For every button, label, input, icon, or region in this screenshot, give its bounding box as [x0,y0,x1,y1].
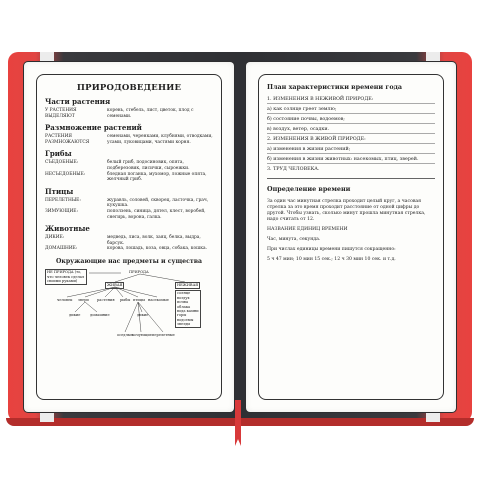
left-page-frame [36,74,222,400]
diagram-node: птицы [133,297,145,302]
section-row [45,172,213,183]
plan-item: 3. ТРУД ЧЕЛОВЕКА. [267,167,320,172]
diagram-node: рыбы [120,297,131,302]
row-text: корень, стебель, лист, цветок, плод с семенами. [107,108,194,119]
section-row [45,209,213,220]
section-birds [45,187,213,220]
left-page-title: ПРИРОДОВЕДЕНИЕ [76,83,182,93]
time-paragraph: За один час минутная стрелка проходит целый круг, а часовая стрелка за это время проходит расстояние от одной цифры до другой. Чтобы узнать, сколько минут прошла минутная стрелка, надо считать от 12. [267,199,426,222]
row-label: ДОМАШНИЕ: [45,246,78,252]
section-row [45,235,213,246]
plan-item: в) воздух, ветер, осадки. [267,127,435,134]
diagram-node: растения [97,297,115,302]
plan-item: а) изменения в жизни растений; [267,147,435,154]
section-row [45,198,213,209]
abbr-example: 5 ч 47 мин; 10 мин 15 сек.; 12 ч 30 мин 10 сек. и т.д. [267,257,396,262]
diagram-root: ПРИРОДА [129,269,149,274]
row-label: У РАСТЕНИЯ ВЫДЕЛЯЮТ [45,108,77,119]
plan-item: 1. ИЗМЕНЕНИЯ В НЕЖИВОЙ ПРИРОДЕ: [267,97,435,104]
diagram-living: ЖИВАЯ [107,283,123,288]
nature-diagram [45,267,213,349]
section-animals [45,224,213,252]
plan-item: а) как солнце греет землю; [267,107,435,114]
diagram-node: человек [57,297,73,302]
section-row [45,160,213,171]
section-heading: Животные [45,224,90,234]
section-heading: Грибы [45,149,72,159]
section-plant-reproduction [45,123,213,145]
row-label: СЪЕДОБНЫЕ: [45,160,79,166]
right-page [246,62,456,412]
time-title: Определение времени [267,185,351,193]
divider [267,178,435,179]
plan-item: б) изменения в жизни животных: насекомых, птиц, зверей. [267,157,435,164]
row-text: медведь, лиса, волк, заяц, белка, выдра, барсук. [107,235,201,246]
section-heading: Птицы [45,186,74,196]
row-label: НЕСЪЕДОБНЫЕ: [45,171,86,177]
diagram-nonliving-list: солнце воздух почва облака вода камни горы водоемы звезды [175,290,201,328]
row-text: журавль, соловей, скворец, ласточка, грач, кукушка. [107,197,209,209]
right-page-title: План характеристики времени года [267,83,402,91]
row-text: семенами, черенками, клубнями, отводками, усами, луковицами, частями корня. [107,134,213,145]
diagram-node: домашние [90,312,110,317]
row-label: РАСТЕНИЯ РАЗМНОЖАЮТСЯ [45,134,90,145]
row-label: ЗИМУЮЩИЕ: [45,208,78,214]
section-row [45,134,213,145]
section-row [45,246,213,252]
diagram-node: дикие [69,312,81,317]
section-row [45,108,213,119]
section-mushrooms [45,149,213,182]
units-text: Час, минута, секунда. [267,237,321,242]
section-heading: Части растения [45,97,111,106]
diagram-node: звери [78,297,89,302]
diagram-node: перелетные [152,332,175,337]
plan-item: б) состояние почвы, водоемов; [267,117,435,124]
diagram-node: оседлые [117,332,133,337]
row-label: ПЕРЕЛЕТНЫЕ: [45,197,81,203]
section-heading: Размножение растений [45,123,142,133]
row-text: корова, лошадь, коза, овца, собака, кошка. [107,246,208,252]
abbr-text: При числах единицы времени пишутся сокращенно: [267,247,396,252]
left-page [24,62,234,412]
row-text: белый гриб, подосиновик, опята, подберезовик, лисички, сыроежки. [107,160,190,171]
diagram-node: насекомые [148,297,169,302]
units-heading: НАЗВАНИЕ ЕДИНИЦ ВРЕМЕНИ [267,227,348,232]
diagram-nonliving: НЕЖИВАЯ [177,283,199,288]
bookmark-ribbon[interactable] [235,400,241,446]
diagram-node: дикие [137,312,149,317]
row-text: поползень, синица, дятел, клест, воробей, снегирь, ворона, галка. [107,208,206,220]
row-label: ДИКИЕ: [45,235,65,241]
diagram-man-made: НЕ ПРИРОДА (то, что человек сделал своими руками) [45,269,87,285]
diagram-title: Окружающие нас предметы и существа [55,257,202,265]
row-text: бледная поганка, мухомор, ложные опята, желчный гриб. [107,171,207,183]
diagram-node: кочующие [132,332,152,337]
right-page-frame [258,74,444,400]
section-plant-parts [45,97,213,119]
plan-item: 2. ИЗМЕНЕНИЯ В ЖИВОЙ ПРИРОДЕ: [267,137,435,144]
